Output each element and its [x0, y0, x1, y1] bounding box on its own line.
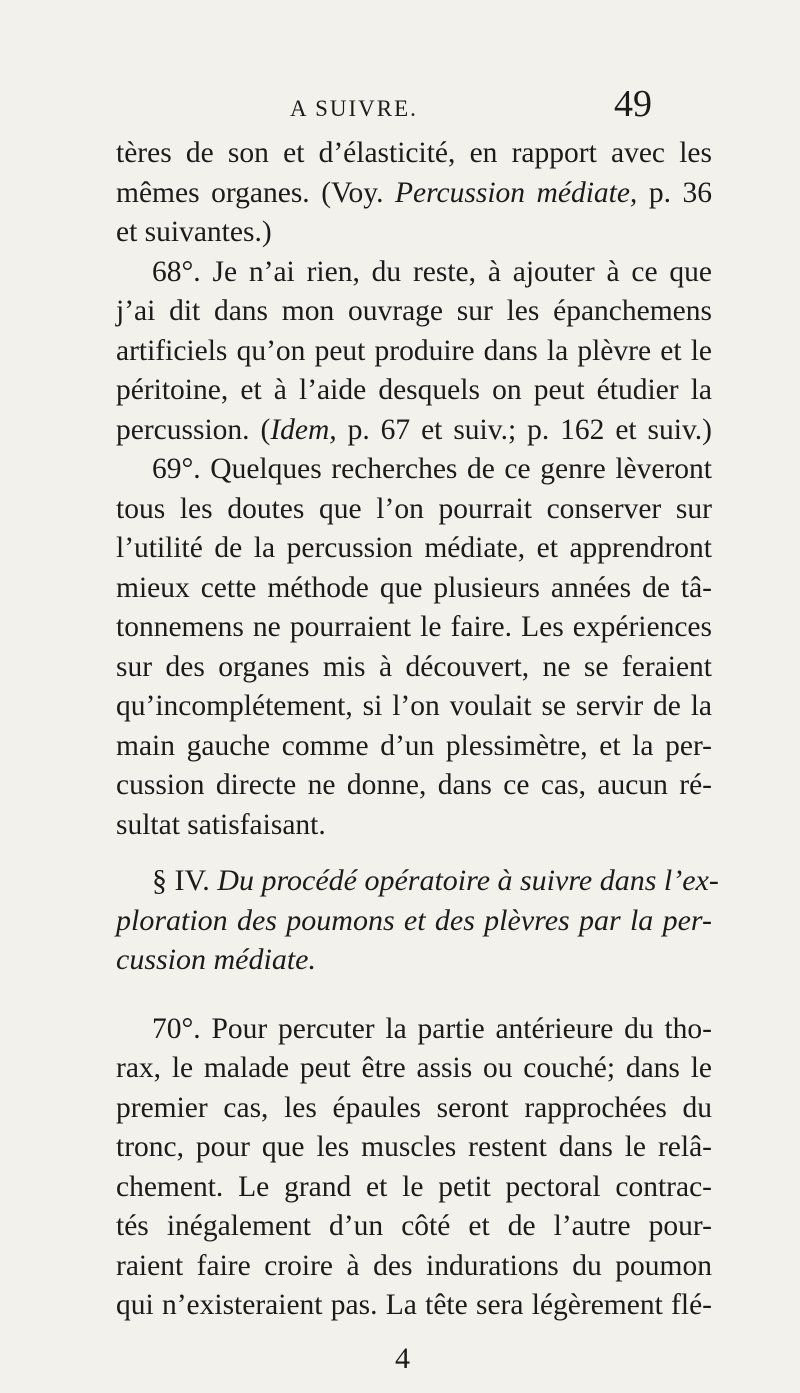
text-run: péritoine, et à l’aide desquels on peut étudier la — [116, 374, 712, 406]
text-run: artificiels qu’on peut produire dans la plèvre et le — [116, 334, 712, 367]
text-run: chement. Le grand et le petit pectoral contrac- — [116, 1170, 712, 1203]
text-line — [116, 411, 712, 451]
italic-text: Du procédé opératoire à suivre dans l’ex- — [217, 864, 719, 897]
text-run: 69°. Quelques recherches de ce genre lèveront — [152, 453, 712, 485]
text-run: percussion. ( — [116, 413, 271, 446]
italic-text: ploration des poumons et des plèvres par la per- — [116, 903, 712, 937]
text-line — [116, 1247, 712, 1287]
text-line — [116, 1049, 712, 1089]
text-line — [116, 648, 712, 688]
text-run: mêmes organes. (Voy. — [116, 176, 396, 209]
paragraphs — [116, 134, 712, 845]
paragraph-70 — [116, 1010, 712, 1326]
text-run: tronc, pour que les muscles restent dans le relâ- — [116, 1131, 712, 1163]
text-line — [116, 1128, 712, 1168]
text-run: p. 67 et suiv.; p. 162 et suiv.) — [336, 413, 713, 446]
italic-text: cussion médiate. — [116, 943, 316, 976]
text-line — [116, 529, 712, 569]
page-header — [0, 83, 800, 130]
text-run: raient faire croire à des indurations du poumon — [116, 1249, 712, 1282]
section-heading — [116, 861, 719, 980]
page-number: 49 — [614, 83, 652, 125]
text-run: cussion directe ne donne, dans ce cas, aucun ré- — [116, 769, 712, 801]
section-heading-line — [116, 861, 719, 901]
italic-text: Idem, — [270, 413, 337, 446]
text-run: tous les doutes que l’on pourrait conserver sur — [116, 492, 712, 525]
body-text — [116, 134, 719, 1326]
text-line — [116, 806, 712, 846]
text-line — [116, 1207, 712, 1247]
text-run: mieux cette méthode que plusieurs années de tâ- — [116, 571, 712, 604]
text-run: 70°. Pour percuter la partie antérieure du tho- — [152, 1012, 712, 1045]
text-line — [116, 569, 712, 609]
signature-mark: 4 — [395, 1342, 410, 1375]
text-line — [116, 450, 712, 490]
text-run: premier cas, les épaules seront rapprochées du — [116, 1091, 712, 1124]
text-run: qu’incomplétement, si l’on voulait se servir de la — [116, 690, 712, 722]
text-run: p. 36 — [637, 176, 712, 209]
section-heading-line — [116, 940, 712, 980]
paragraph — [116, 253, 712, 451]
text-run: tères de son et d’élasticité, en rapport avec les — [116, 137, 712, 169]
text-line — [116, 687, 712, 727]
text-run: sultat satisfaisant. — [116, 808, 326, 841]
text-line — [116, 1010, 712, 1050]
text-run: et suivantes.) — [116, 216, 272, 248]
text-line — [116, 174, 712, 214]
section-heading-line — [116, 901, 712, 941]
text-run: qui n’existeraient pas. La tête sera légèrement flé- — [116, 1289, 712, 1321]
text-run: tés inégalement d’un côté et de l’autre pour- — [116, 1210, 712, 1242]
text-line — [116, 1168, 712, 1208]
text-run: 68°. Je n’ai rien, du reste, à ajouter à ce que — [152, 255, 712, 288]
section-spacing — [116, 980, 712, 1010]
text-run: sur des organes mis à découvert, ne se feraient — [116, 650, 712, 683]
text-line — [116, 332, 712, 372]
text-run: § IV. — [152, 864, 218, 897]
text-line — [116, 134, 712, 174]
text-line — [116, 292, 712, 332]
paragraph — [116, 450, 712, 845]
text-run: l’utilité de la percussion médiate, et apprendront — [116, 532, 712, 564]
text-line — [116, 253, 712, 293]
text-line — [116, 1286, 712, 1326]
text-line — [116, 608, 712, 648]
text-line — [116, 490, 712, 530]
text-run: main gauche comme d’un plessimètre, et la per- — [116, 729, 712, 762]
running-title: A SUIVRE. — [290, 96, 418, 121]
text-line — [116, 1089, 712, 1129]
text-run: tonnemens ne pourraient le faire. Les expériences — [116, 611, 712, 643]
text-line — [116, 727, 712, 767]
italic-text: Percussion médiate, — [395, 176, 638, 209]
text-line — [116, 371, 712, 411]
text-run: j’ai dit dans mon ouvrage sur les épanchemens — [116, 295, 712, 327]
text-run: rax, le malade peut être assis ou couché; dans le — [116, 1052, 712, 1084]
text-line — [116, 213, 712, 253]
paragraph — [116, 134, 712, 253]
text-line — [116, 766, 712, 806]
